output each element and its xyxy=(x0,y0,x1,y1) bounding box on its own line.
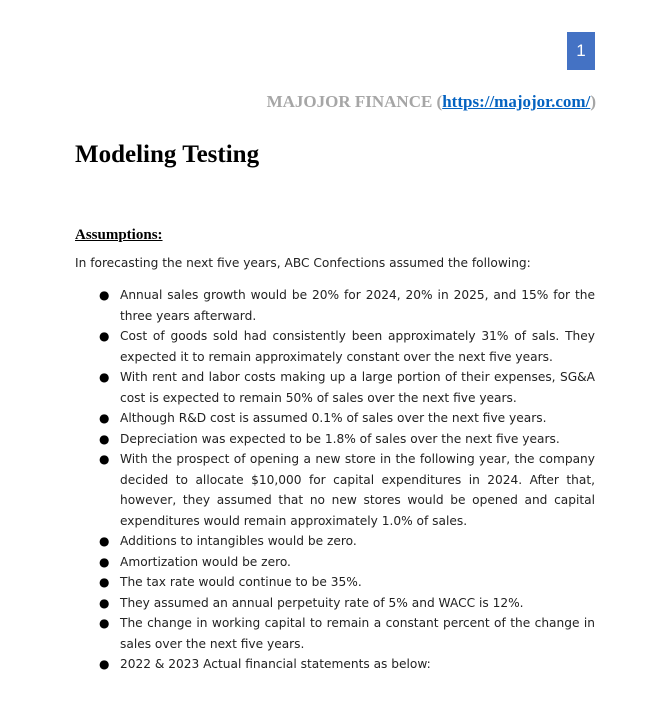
list-item-text: Annual sales growth would be 20% for 2024, 20% in 2025, and 15% for the three years afterward. xyxy=(120,288,595,323)
bullet-icon: ● xyxy=(99,370,110,384)
list-item xyxy=(75,429,595,450)
page-number-badge: 1 xyxy=(567,32,595,70)
list-item xyxy=(75,285,595,326)
bullet-icon: ● xyxy=(99,452,110,466)
header-link[interactable]: https://majojor.com/ xyxy=(442,92,591,111)
bullet-icon: ● xyxy=(99,329,110,343)
bullet-icon: ● xyxy=(99,554,110,569)
bullet-icon: ● xyxy=(99,616,110,630)
assumptions-list xyxy=(75,285,595,675)
header-closing: ) xyxy=(590,92,596,111)
list-item xyxy=(75,531,595,552)
page-title: Modeling Testing xyxy=(75,141,260,168)
section-heading-assumptions: Assumptions: xyxy=(75,227,163,243)
list-item xyxy=(75,593,595,614)
list-item-text: They assumed an annual perpetuity rate of 5% and WACC is 12%. xyxy=(120,595,524,610)
list-item xyxy=(75,613,595,654)
list-item-text: With rent and labor costs making up a large portion of their expenses, SG&A cost is expected to remain 50% of sales over the next five years. xyxy=(120,370,595,405)
bullet-icon: ● xyxy=(99,595,110,610)
bullet-icon: ● xyxy=(99,431,110,446)
list-item xyxy=(75,552,595,573)
list-item-text: Additions to intangibles would be zero. xyxy=(120,534,357,548)
bullet-icon: ● xyxy=(99,288,110,302)
list-item xyxy=(75,654,595,675)
intro-paragraph: In forecasting the next five years, ABC Confections assumed the following: xyxy=(75,256,531,270)
list-item xyxy=(75,408,595,429)
bullet-icon: ● xyxy=(99,411,110,425)
bullet-icon: ● xyxy=(99,534,110,548)
list-item xyxy=(75,326,595,367)
header-brand: MAJOJOR FINANCE ( xyxy=(266,92,443,111)
list-item-text: Although R&D cost is assumed 0.1% of sales over the next five years. xyxy=(120,411,547,425)
list-item-text: Amortization would be zero. xyxy=(120,554,291,569)
header-brand-line xyxy=(267,92,596,112)
list-item-text: Cost of goods sold had consistently been approximately 31% of sals. They expected it to remain approximately constant over the next five years. xyxy=(120,329,595,364)
list-item xyxy=(75,367,595,408)
bullet-icon: ● xyxy=(99,657,110,671)
list-item-text: With the prospect of opening a new store in the following year, the company decided to allocate $10,000 for capital expenditures in 2024. After that, however, they assumed that no new stores would be opened and capital expenditures would remain approximately 1.0% of sales. xyxy=(120,452,595,528)
list-item-text: Depreciation was expected to be 1.8% of sales over the next five years. xyxy=(120,431,560,446)
list-item-text: The change in working capital to remain a constant percent of the change in sales over the next five years. xyxy=(120,616,595,651)
list-item xyxy=(75,449,595,531)
list-item xyxy=(75,572,595,593)
bullet-icon: ● xyxy=(99,575,110,589)
list-item-text: The tax rate would continue to be 35%. xyxy=(120,575,362,589)
list-item-text: 2022 & 2023 Actual financial statements as below: xyxy=(120,657,431,671)
